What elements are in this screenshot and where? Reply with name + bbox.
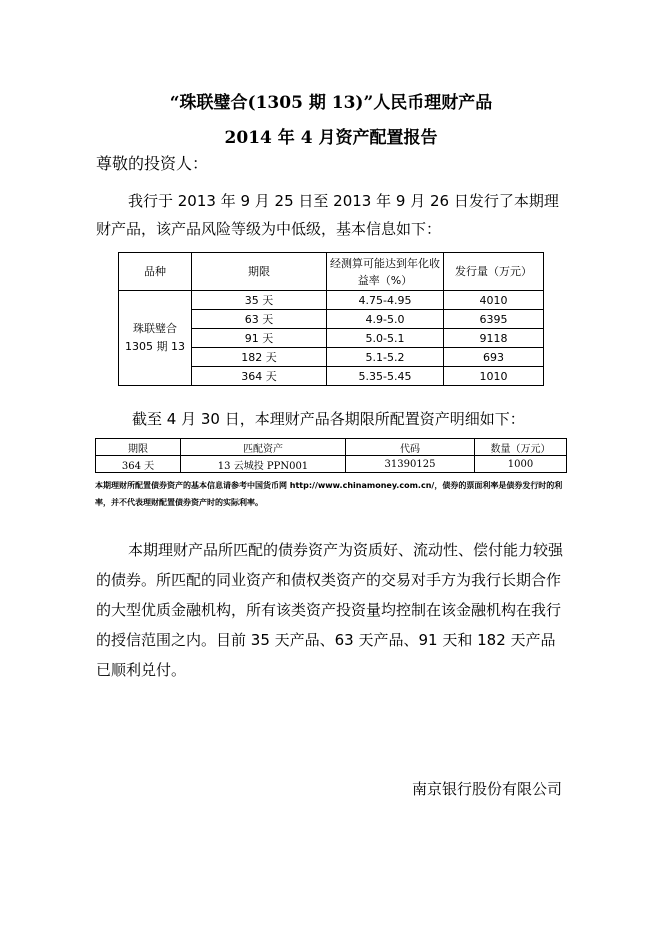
issuer-signature: 南京银行股份有限公司: [411, 780, 562, 798]
salutation: 尊敬的投资人：: [96, 154, 209, 173]
header-yield: 经测算可能达到年化收益率（%）: [327, 253, 444, 291]
amount-cell: 9118: [444, 329, 544, 348]
table-header-row: [119, 253, 544, 291]
header-term: 期限: [192, 253, 327, 291]
header-amount: 数量（万元）: [475, 439, 567, 456]
reference-note: 本期理财所配置债券资产的基本信息请参考中国货币网 http://www.chinamoney.com.cn/，债券的票面利率是债券发行时的利率，并不代表理财配置债券资产时的实际利率。: [95, 481, 563, 507]
amount-cell: 693: [444, 348, 544, 367]
report-title-line1: “珠联璧合(1305 期 13)”人民币理财产品: [169, 93, 493, 113]
amount-cell: 6395: [444, 310, 544, 329]
product-info-table: [118, 252, 544, 386]
report-title-line2: 2014 年 4 月资产配置报告: [224, 128, 438, 148]
header-term: 期限: [96, 439, 181, 456]
table-row: [119, 291, 544, 310]
term-cell: 91 天: [192, 329, 327, 348]
asset-detail-table: [95, 438, 567, 473]
asset-cell: 13 云城投 PPN001: [181, 456, 346, 473]
intro-paragraph: 我行于 2013 年 9 月 25 日至 2013 年 9 月 26 日发行了本期理财产品，该产品风险等级为中低级，基本信息如下：: [96, 192, 559, 238]
yield-cell: 5.35-5.45: [327, 367, 444, 386]
term-cell: 35 天: [192, 291, 327, 310]
yield-cell: 5.1-5.2: [327, 348, 444, 367]
term-cell: 364 天: [96, 456, 181, 473]
yield-cell: 4.9-5.0: [327, 310, 444, 329]
table-header-row: [96, 439, 567, 456]
term-cell: 364 天: [192, 367, 327, 386]
yield-cell: 4.75-4.95: [327, 291, 444, 310]
product-name-cell: [119, 291, 192, 386]
product-name-line1: 珠联璧合: [133, 322, 177, 335]
header-code: 代码: [346, 439, 475, 456]
yield-cell: 5.0-5.1: [327, 329, 444, 348]
cutoff-statement: 截至 4 月 30 日，本理财产品各期限所配置资产明细如下：: [132, 410, 525, 428]
term-cell: 182 天: [192, 348, 327, 367]
amount-cell: 4010: [444, 291, 544, 310]
product-name-line2: 1305 期 13: [125, 340, 185, 353]
amount-cell: 1000: [475, 456, 567, 473]
header-asset: 匹配资产: [181, 439, 346, 456]
header-product: 品种: [119, 253, 192, 291]
term-cell: 63 天: [192, 310, 327, 329]
code-cell: 31390125: [346, 456, 475, 473]
header-amount: 发行量（万元）: [444, 253, 544, 291]
table-row: [96, 456, 567, 473]
amount-cell: 1010: [444, 367, 544, 386]
asset-description-paragraph: 本期理财产品所匹配的债券资产为资质好、流动性、偿付能力较强的债券。所匹配的同业资产和债权类资产的交易对手方为我行长期合作的大型优质金融机构，所有该类资产投资量均控制在该金融机构在我行的授信范围之内。目前 35 天产品、63 天产品、91 天和 182 天产品已顺利兑付。: [96, 541, 564, 679]
